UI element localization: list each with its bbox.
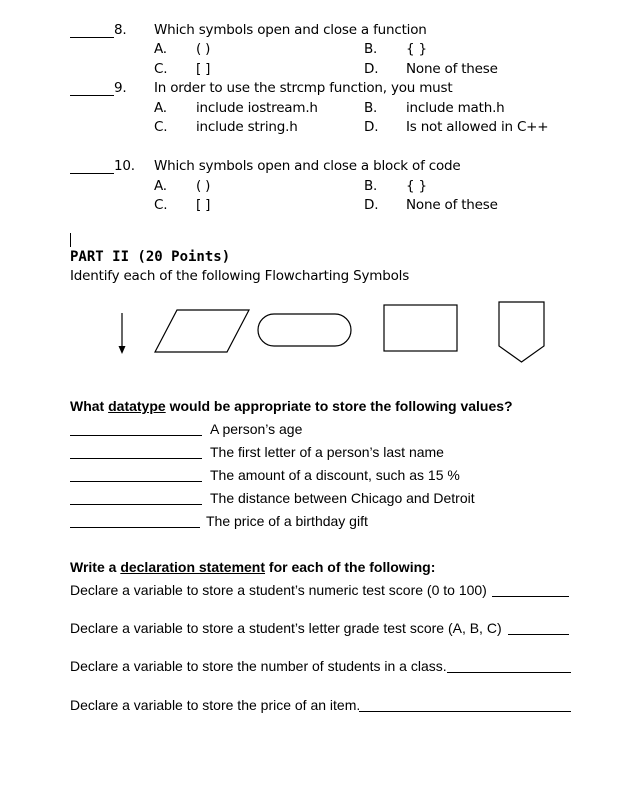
question-text: Which symbols open and close a function [154,22,427,38]
datatype-item: A person’s age [210,421,303,437]
answer-blank[interactable] [359,711,571,712]
option-label: C. [154,197,168,213]
option-text: include math.h [406,100,505,116]
option-label: B. [364,178,378,194]
declaration-item: Declare a variable to store a student’s numeric test score (0 to 100) [70,582,487,598]
option-text: [ ] [196,197,211,213]
option-text: ( ) [196,41,211,57]
option-text: None of these [406,197,498,213]
option-text: None of these [406,61,498,77]
option-label: D. [364,61,379,77]
parallelogram-icon [155,310,249,352]
part2-heading: PART II (20 Points) [70,249,231,265]
question-number: 9. [114,80,127,96]
option-text: ( ) [196,178,211,194]
option-label: C. [154,61,168,77]
flowchart-symbols [0,0,622,380]
heading-text: What [70,398,109,414]
rectangle-icon [384,305,457,351]
datatype-item: The price of a birthday gift [206,513,368,529]
declaration-item: Declare a variable to store the number of students in a class. [70,658,447,674]
heading-text: Write a [70,559,121,575]
option-label: B. [364,41,378,57]
declaration-heading [70,558,435,576]
answer-blank[interactable] [508,634,569,635]
option-label: A. [154,41,167,57]
declaration-item: Declare a variable to store a student’s letter grade test score (A, B, C) [70,620,502,636]
datatype-item: The first letter of a person’s last name [210,444,444,460]
datatype-heading [70,397,513,415]
answer-blank[interactable] [492,596,569,597]
answer-blank[interactable] [70,527,200,528]
option-text: Is not allowed in C++ [406,119,549,135]
question-number: 10. [114,158,135,174]
datatype-item: The distance between Chicago and Detroit [210,490,475,506]
option-text: include string.h [196,119,298,135]
heading-text: for each of the following: [265,559,436,575]
option-text: { } [406,178,427,194]
answer-blank[interactable] [70,435,202,436]
question-number: 8. [114,22,127,38]
question-text: Which symbols open and close a block of code [154,158,461,174]
option-label: A. [154,100,167,116]
part2-instruction: Identify each of the following Flowcharting Symbols [70,268,410,284]
declaration-item: Declare a variable to store the price of an item. [70,697,361,713]
option-label: B. [364,100,378,116]
option-text: include iostream.h [196,100,318,116]
heading-text: would be appropriate to store the following values? [165,398,513,414]
answer-blank[interactable] [447,672,571,673]
option-label: A. [154,178,167,194]
option-label: D. [364,197,379,213]
datatype-item: The amount of a discount, such as 15 % [210,467,460,483]
option-text: { } [406,41,427,57]
answer-blank[interactable] [70,504,202,505]
option-text: [ ] [196,61,211,77]
heading-underlined: datatype [108,398,166,414]
arrow-down-icon [119,313,126,354]
heading-underlined: declaration statement [120,559,266,575]
option-label: C. [154,119,168,135]
terminal-oval-icon [258,314,351,346]
question-text: In order to use the strcmp function, you must [154,80,453,96]
answer-blank[interactable] [70,458,202,459]
off-page-connector-icon [499,302,544,362]
option-label: D. [364,119,379,135]
answer-blank[interactable] [70,481,202,482]
